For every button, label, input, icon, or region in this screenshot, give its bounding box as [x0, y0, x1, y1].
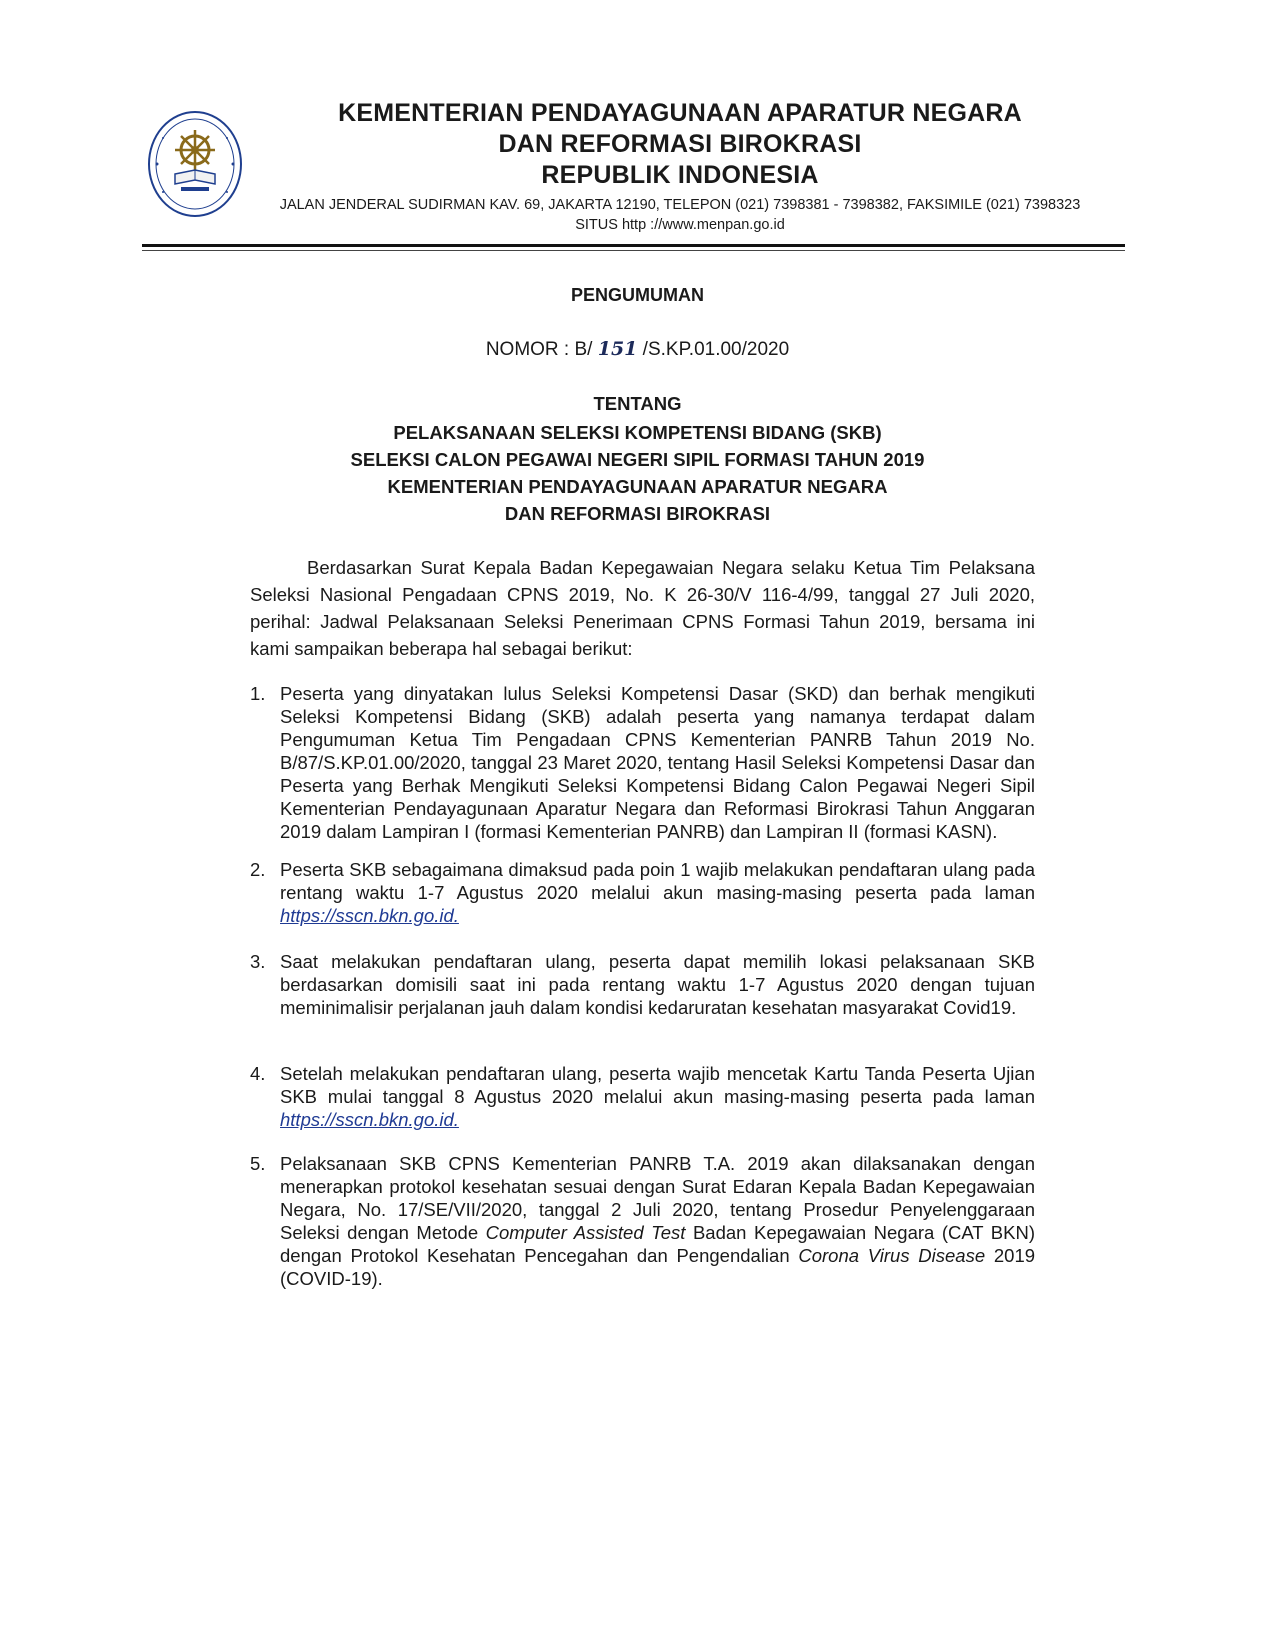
- letterhead-title-line: REPUBLIK INDONESIA: [541, 161, 819, 189]
- subject-title: [0, 419, 1275, 527]
- subject-line: DAN REFORMASI BIROKRASI: [504, 503, 771, 524]
- list-item-body: Pelaksanaan SKB CPNS Kementerian PANRB T.A. 2019 akan dilaksanakan dengan menerapkan protokol kesehatan sesuai dengan Surat Edaran Kepala Badan Kepegawaian Negara, No. 17/SE/VII/2020, tanggal 2 Juli 2020, tentang Prosedur Penyelenggaraan Seleksi dengan Metode: [280, 1153, 1035, 1243]
- list-item-number: 5.: [250, 1153, 266, 1174]
- letterhead-title: [290, 98, 1070, 191]
- list-item-text: [280, 1062, 1035, 1131]
- letterhead-address: JALAN JENDERAL SUDIRMAN KAV. 69, JAKARTA 12190, TELEPON (021) 7398381 - 7398382, FAKSIMILE (021) 7398323: [279, 197, 1081, 213]
- subject-line: KEMENTERIAN PENDAYAGUNAAN APARATUR NEGARA: [387, 476, 888, 497]
- letterhead-title-line: DAN REFORMASI BIROKRASI: [498, 130, 862, 158]
- letterhead-divider: [142, 244, 1125, 247]
- italic-term: Corona Virus Disease: [798, 1245, 986, 1266]
- subject-label: TENTANG: [593, 393, 682, 414]
- list-item-body: Badan Kepegawaian Negara (CAT BKN) dengan Protokol Kesehatan Pencegahan dan Pengendalian: [280, 1222, 1035, 1266]
- letterhead-website: SITUS http ://www.menpan.go.id: [575, 217, 785, 233]
- subject-line: PELAKSANAAN SELEKSI KOMPETENSI BIDANG (SKB): [393, 422, 882, 443]
- list-item-number: 4.: [250, 1063, 266, 1084]
- italic-term: Computer Assisted Test: [485, 1222, 686, 1243]
- list-item-text: Saat melakukan pendaftaran ulang, peserta dapat memilih lokasi pelaksanaan SKB berdasarkan domisili saat ini pada rentang waktu 1-7 Agustus 2020 dengan tujuan meminimalisir perjalanan jauh dalam kondisi kedaruratan kesehatan masyarakat Covid19.: [280, 951, 1035, 1018]
- list-item-body: Peserta SKB sebagaimana dimaksud pada poin 1 wajib melakukan pendaftaran ulang pada rentang waktu 1-7 Agustus 2020 melalui akun masing-masing peserta pada laman: [280, 859, 1035, 903]
- document-number: [0, 338, 1275, 361]
- list-item-number: 3.: [250, 951, 266, 972]
- sscn-link[interactable]: https://sscn.bkn.go.id.: [280, 1109, 459, 1130]
- list-item-text: Peserta yang dinyatakan lulus Seleksi Kompetensi Dasar (SKD) dan berhak mengikuti Seleksi Kompetensi Bidang (SKB) adalah peserta yang namanya terdapat dalam Pengumuman Ketua Tim Pengadaan CPNS Kementerian PANRB Tahun 2019 No. B/87/S.KP.01.00/2020, tanggal 23 Maret 2020, tentang Hasil Seleksi Kompetensi Dasar dan Peserta yang Berhak Mengikuti Seleksi Kompetensi Bidang Calon Pegawai Negeri Sipil Kementerian Pendayagunaan Aparatur Negara dan Reformasi Birokrasi Tahun Anggaran 2019 dalam Lampiran I (formasi Kementerian PANRB) dan Lampiran II (formasi KASN).: [280, 683, 1035, 842]
- document-number-suffix: /S.KP.01.00/2020: [642, 339, 790, 360]
- ministry-emblem-icon: [145, 108, 245, 220]
- document-type: PENGUMUMAN: [571, 285, 704, 305]
- intro-paragraph: Berdasarkan Surat Kepala Badan Kepegawaian Negara selaku Ketua Tim Pelaksana Seleksi Nasional Pengadaan CPNS 2019, No. K 26-30/V 116-4/99, tanggal 27 Juli 2020, perihal: Jadwal Pelaksanaan Seleksi Penerimaan CPNS Formasi Tahun 2019, bersama ini kami sampaikan beberapa hal sebagai berikut:: [250, 557, 1035, 659]
- list-item-text: [280, 858, 1035, 927]
- subject-line: SELEKSI CALON PEGAWAI NEGERI SIPIL FORMASI TAHUN 2019: [350, 449, 925, 470]
- document-number-handwritten: 151: [597, 338, 638, 360]
- letterhead-title-line: KEMENTERIAN PENDAYAGUNAAN APARATUR NEGARA: [338, 99, 1022, 127]
- sscn-link[interactable]: https://sscn.bkn.go.id.: [280, 905, 459, 926]
- list-item-text: [280, 1152, 1035, 1290]
- document-number-prefix: NOMOR : B/: [485, 339, 593, 360]
- list-item-number: 1.: [250, 683, 266, 704]
- letterhead-divider-thin: [142, 250, 1125, 251]
- list-item-body: Setelah melakukan pendaftaran ulang, peserta wajib mencetak Kartu Tanda Peserta Ujian SKB mulai tanggal 8 Agustus 2020 melalui akun masing-masing peserta pada laman: [280, 1063, 1035, 1107]
- list-item-body: 2019 (COVID-19).: [280, 1245, 1036, 1289]
- list-item-number: 2.: [250, 859, 266, 880]
